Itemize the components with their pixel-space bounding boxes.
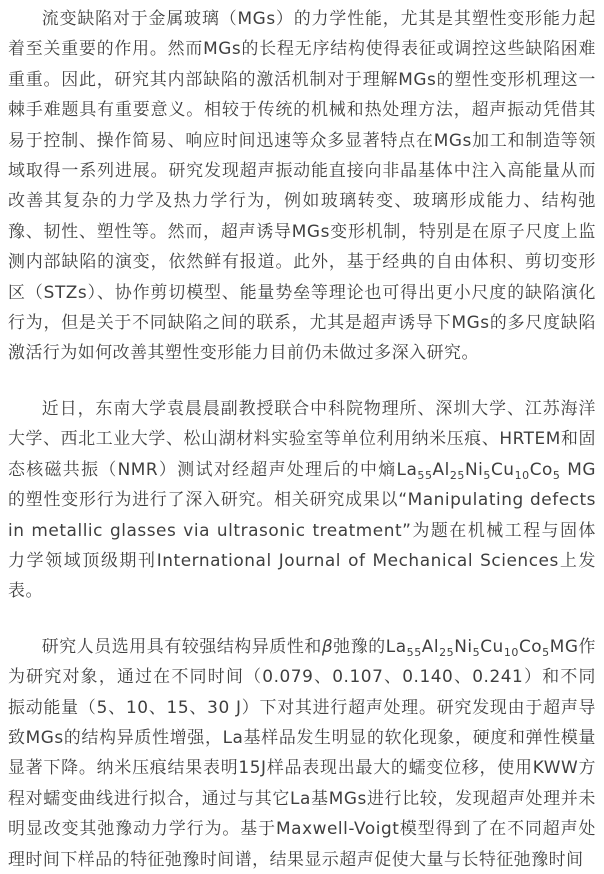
paragraph-research-news-text-before: 近日，东南大学袁晨晨副教授联合中科院物理所、深圳大学、江苏海洋大学、西北工业大学、松山湖材料实验室等单位利用纳米压痕、HRTEM和固态核磁共振（NMR）测试对经超声处理后的中熵	[8, 397, 596, 479]
paragraph-findings-text-mid: 弛豫的	[333, 635, 386, 656]
paragraph-findings-text-before: 研究人员选用具有较强结构异质性和	[41, 635, 322, 656]
formula-element: Cu	[490, 458, 515, 479]
paragraph-research-news-text-after: MG的塑性变形行为进行了深入研究。相关研究成果以“Manipulating defects in metallic glasses via ultrasonic treatment”为题在机械工程与固体力学领域顶级期刊International Journal of Mechanical Sciences上发表。	[8, 458, 596, 601]
paragraph-research-news	[8, 393, 596, 606]
paragraph-findings-text-after: MG作为研究对象，通过在不同时间（0.079、0.107、0.140、0.241）和不同振动能量（5、10、15、30 J）下对其进行超声处理。研究发现由于超声导致MGs的结构异质性增强，La基样品发生明显的软化现象，硬度和弹性模量显著下降。纳米压痕结果表明15J样品表现出最大的蠕变位移，使用KWW方程对蠕变曲线进行拟合，通过与其它La基MGs进行比较，发现超声处理并未明显改变其弛豫动力学行为。基于Maxwell-Voigt模型得到了在不同超声处理时间下样品的特征弛豫时间谱，结果显示超声促使大量与长特征弛豫时间	[8, 635, 596, 869]
formula-subscript: 55	[417, 468, 433, 482]
formula-element: Ni	[454, 635, 473, 656]
alloy-formula	[385, 635, 550, 659]
beta-symbol: β	[321, 635, 334, 656]
formula-element: Co	[529, 458, 553, 479]
formula-element: La	[396, 458, 418, 479]
formula-subscript: 5	[552, 468, 561, 482]
paragraph-intro-text: 流变缺陷对于金属玻璃（MGs）的力学性能，尤其是其塑性变形能力起着至关重要的作用。然而MGs的长程无序结构使得表征或调控这些缺陷困难重重。因此，研究其内部缺陷的激活机制对于理解MGs的塑性变形机理这一棘手难题具有重要意义。相较于传统的机械和热处理方法，超声振动凭借其易于控制、操作简易、响应时间迅速等众多显著特点在MGs加工和制造等领域取得一系列进展。研究发现超声振动能直接向非晶基体中注入高能量从而改善其复杂的力学及热力学行为，例如玻璃转变、玻璃形成能力、结构弛豫、韧性、塑性等。然而，超声诱导MGs变形机制，特别是在原子尺度上监测内部缺陷的演变，依然鲜有报道。此外，基于经典的自由体积、剪切变形区（STZs）、协作剪切模型、能量势垒等理论也可得出更小尺度的缺陷演化行为，但是关于不同缺陷之间的联系，尤其是超声诱导下MGs的多尺度缺陷激活行为如何改善其塑性变形能力目前仍未做过多深入研究。	[8, 8, 596, 363]
alloy-formula	[396, 458, 561, 482]
formula-subscript: 55	[406, 645, 422, 659]
formula-element: Cu	[480, 635, 504, 656]
formula-element: La	[385, 635, 407, 656]
paragraph-intro	[8, 3, 596, 368]
formula-element: Co	[518, 635, 543, 656]
formula-element: Ni	[464, 458, 484, 479]
formula-subscript: 5	[472, 645, 481, 659]
formula-element: Al	[421, 635, 440, 656]
formula-subscript: 25	[449, 468, 465, 482]
formula-subscript: 10	[503, 645, 519, 659]
formula-subscript: 5	[542, 645, 550, 659]
paragraph-findings	[8, 631, 596, 874]
formula-subscript: 25	[439, 645, 455, 659]
formula-subscript: 10	[514, 468, 530, 482]
formula-subscript: 5	[483, 468, 491, 482]
formula-element: Al	[432, 458, 450, 479]
